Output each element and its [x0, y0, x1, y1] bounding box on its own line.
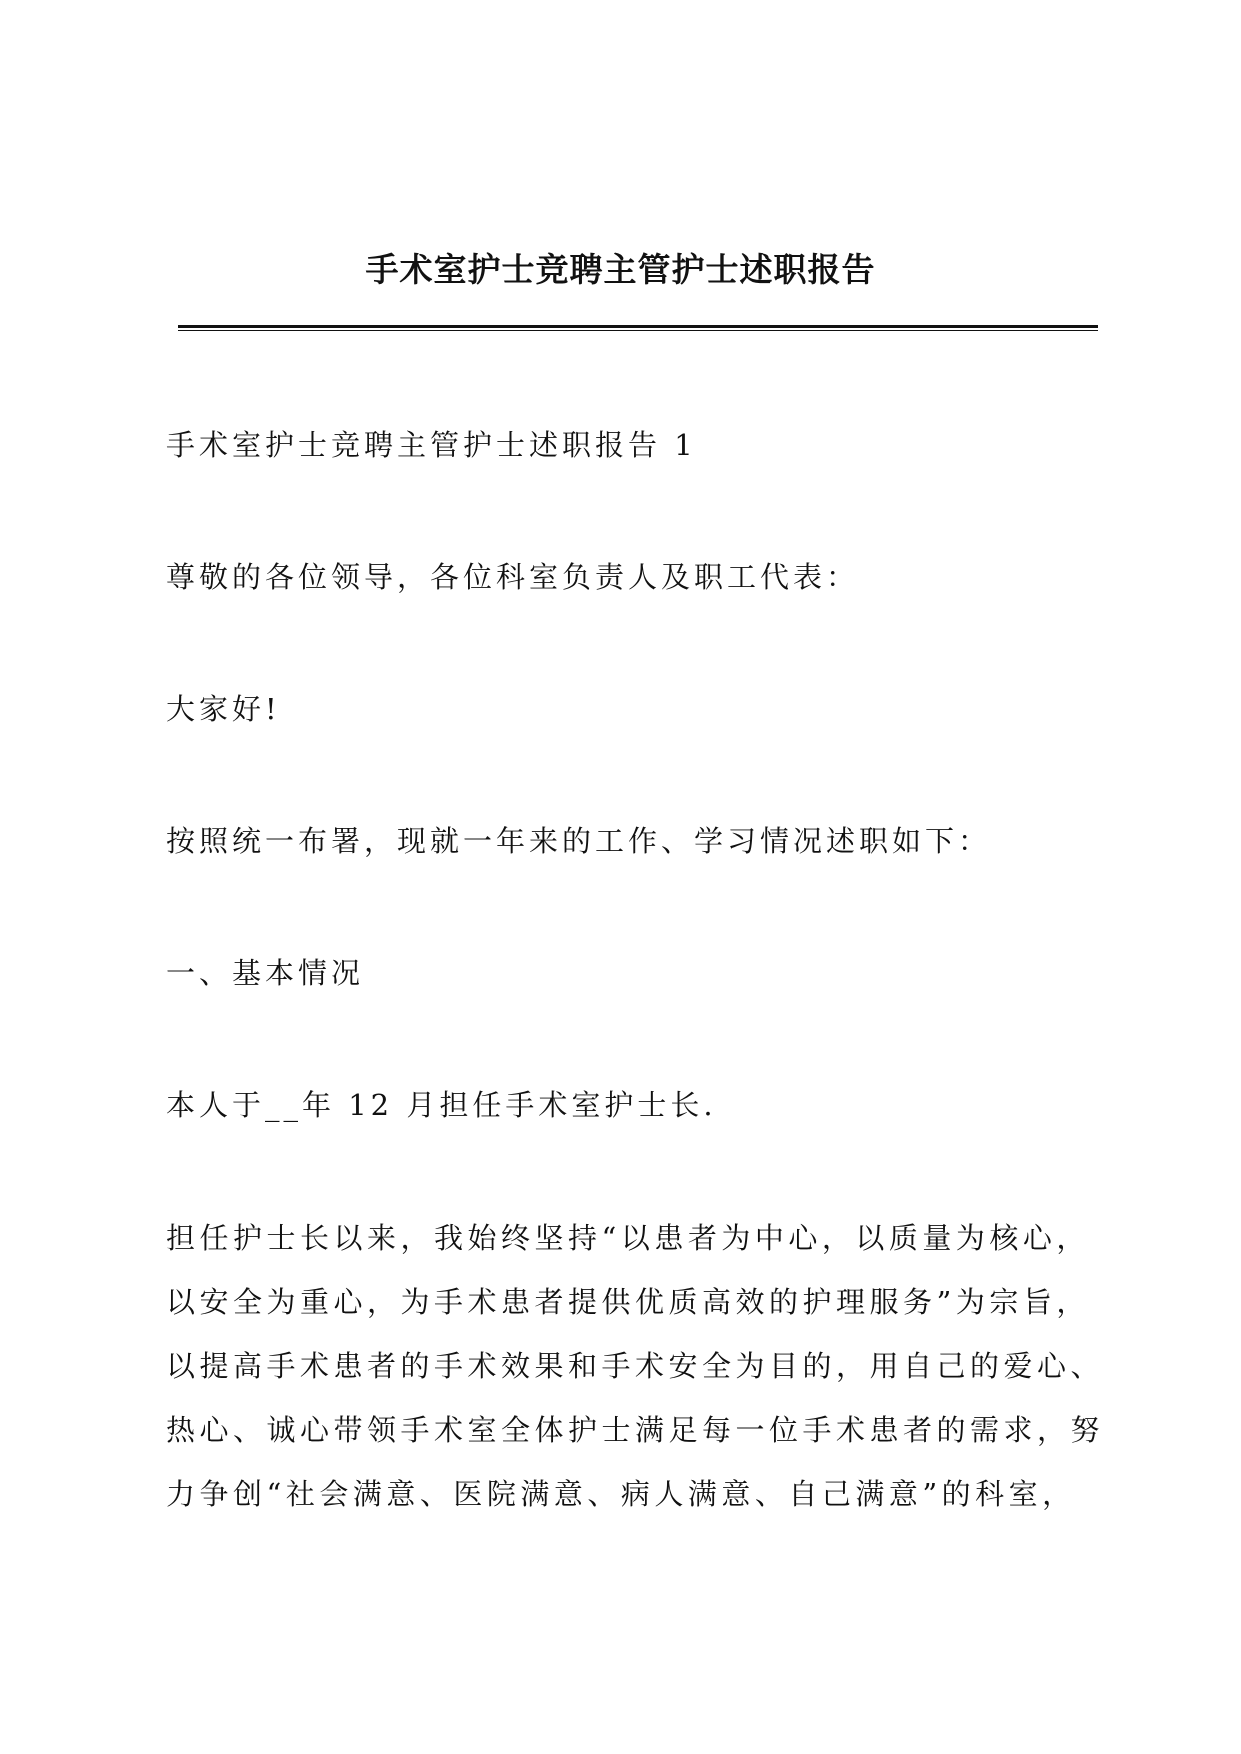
intro-paragraph: 按照统一布署，现就一年来的工作、学习情况述职如下： — [166, 824, 992, 858]
body-line: 以提高手术患者的手术效果和手术安全为目的，用自己的爱心、 — [166, 1349, 1105, 1383]
report-subtitle: 手术室护士竞聘主管护士述职报告 1 — [166, 428, 697, 462]
section-heading: 一、基本情况 — [166, 956, 365, 990]
body-line: 以安全为重心，为手术患者提供优质高效的护理服务”为宗旨， — [166, 1285, 1090, 1319]
body-line: 热心、诚心带领手术室全体护士满足每一位手术患者的需求，努 — [166, 1413, 1105, 1447]
title-double-rule — [178, 325, 1098, 331]
document-title: 手术室护士竞聘主管护士述职报告 — [365, 250, 876, 289]
body-line: 力争创“社会满意、医院满意、病人满意、自己满意”的科室， — [166, 1477, 1076, 1511]
appointment-paragraph: 本人于__年 12 月担任手术室护士长. — [166, 1088, 717, 1122]
greeting: 大家好! — [166, 692, 281, 726]
salutation: 尊敬的各位领导，各位科室负责人及职工代表： — [166, 560, 860, 594]
body-line: 担任护士长以来，我始终坚持“以患者为中心，以质量为核心， — [166, 1221, 1090, 1255]
body-paragraph — [166, 1206, 1105, 1526]
